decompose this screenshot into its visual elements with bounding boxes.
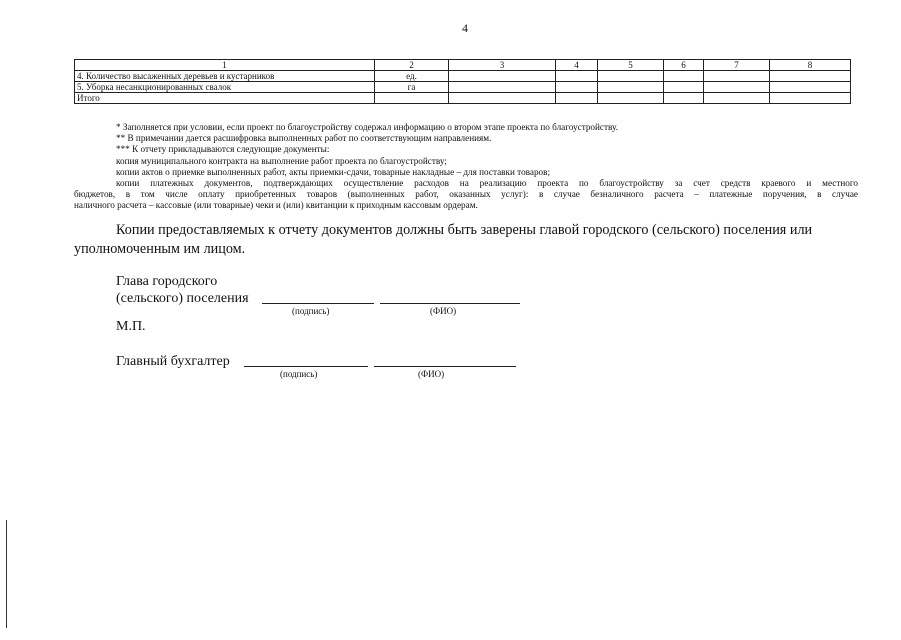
table-cell <box>704 71 770 82</box>
table-header-cell: 5 <box>598 60 664 71</box>
table-row <box>75 82 851 93</box>
footnote-2: ** В примечании дается расшифровка выполненных работ по соответствующим направлениям. <box>116 133 492 144</box>
accountant-name-caption: (ФИО) <box>418 369 445 379</box>
table-cell <box>556 82 598 93</box>
table-cell <box>556 71 598 82</box>
table-header-cell: 7 <box>704 60 770 71</box>
head-name-line <box>380 303 520 304</box>
head-name-caption: (ФИО) <box>430 306 457 316</box>
table-cell: 4. Количество высаженных деревьев и кустарников <box>75 71 375 82</box>
accountant-signature-line <box>244 366 368 367</box>
attached-document-3-line-2: бюджетов, в том числе оплату приобретенных товаров (выполненных работ, оказанных услуг): в случае безналичного расчета – платежные поручения, в случае <box>74 189 858 200</box>
table-cell <box>598 82 664 93</box>
table-cell <box>556 93 598 104</box>
table-cell <box>770 93 851 104</box>
table-cell <box>664 71 704 82</box>
head-title-line-1: Глава городского <box>116 274 218 289</box>
attached-document-3-line-3: наличного расчета – кассовые (или товарные) чеки и (или) квитанции к приходным кассовым ордерам. <box>74 200 478 211</box>
stamp-placeholder: М.П. <box>116 319 146 334</box>
table-cell <box>704 82 770 93</box>
footnote-1: * Заполняется при условии, если проект по благоустройству содержал информацию о втором этапе проекта по благоустройству. <box>116 122 619 132</box>
table-row <box>75 71 851 82</box>
head-signature-caption: (подпись) <box>292 306 330 316</box>
table-header-cell: 4 <box>556 60 598 71</box>
report-table <box>74 59 851 104</box>
table-cell <box>449 82 556 93</box>
table-cell: 5. Уборка несанкционированных свалок <box>75 82 375 93</box>
table-cell <box>598 71 664 82</box>
table-cell <box>704 93 770 104</box>
attached-document-3-line-1: копии платежных документов, подтверждающих осуществление расходов на реализацию проекта по благоустройству за счет средств краевого и местного <box>116 178 858 189</box>
footnote-3: *** К отчету прикладываются следующие документы: <box>116 144 330 155</box>
accountant-signature-caption: (подпись) <box>280 369 318 379</box>
table-header-row <box>75 60 851 71</box>
table-cell <box>449 71 556 82</box>
accountant-title: Главный бухгалтер <box>116 354 230 369</box>
table-cell <box>664 93 704 104</box>
scan-margin-line <box>6 520 7 628</box>
table-cell <box>375 93 449 104</box>
certification-paragraph: Копии предоставляемых к отчету документов должны быть заверены главой городского (сельского) поселения или уполномоченным им лицом. <box>74 222 813 257</box>
accountant-name-line <box>374 366 516 367</box>
table-cell <box>770 82 851 93</box>
head-signature-line <box>262 303 374 304</box>
table-cell <box>598 93 664 104</box>
table-cell <box>664 82 704 93</box>
table-cell: Итого <box>75 93 375 104</box>
table-header-cell: 2 <box>375 60 449 71</box>
table-total-row <box>75 93 851 104</box>
table-cell: га <box>375 82 449 93</box>
attached-document-1: копия муниципального контракта на выполнение работ проекта по благоустройству; <box>116 155 447 166</box>
table-cell <box>770 71 851 82</box>
table-header-cell: 3 <box>449 60 556 71</box>
table-cell: ед. <box>375 71 449 82</box>
attached-document-2: копии актов о приемке выполненных работ, акты приемки-сдачи, товарные накладные – для поставки товаров; <box>116 166 551 177</box>
head-title-line-2: (сельского) поселения <box>116 291 249 306</box>
table-header-cell: 6 <box>664 60 704 71</box>
table-header-cell: 8 <box>770 60 851 71</box>
table-cell <box>449 93 556 104</box>
table-header-cell: 1 <box>75 60 375 71</box>
footnotes <box>74 122 858 212</box>
page-number: 4 <box>462 21 468 35</box>
